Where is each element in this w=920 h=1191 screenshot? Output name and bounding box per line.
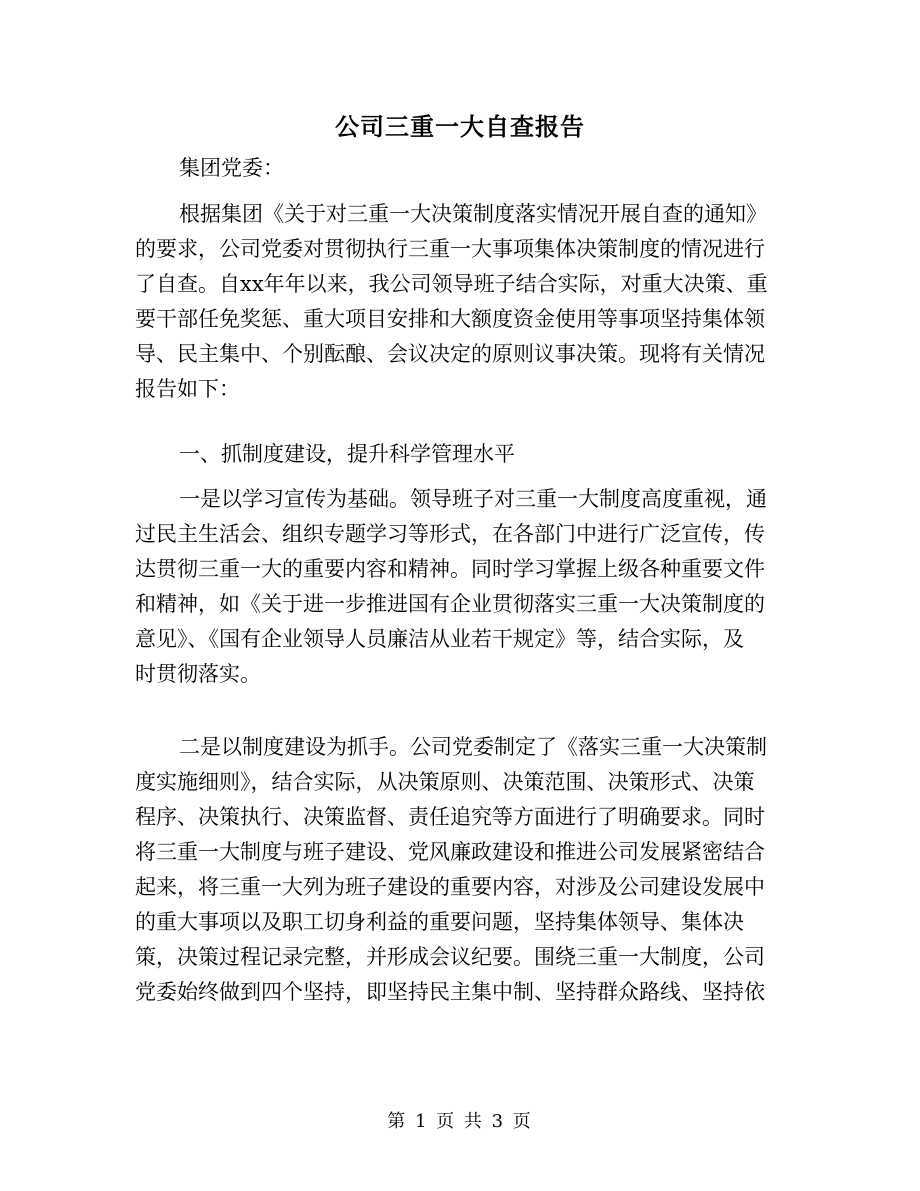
- paragraph-1: [135, 197, 790, 407]
- paragraph-line: 二是以制度建设为抓手。公司党委制定了《落实三重一大决策制: [179, 735, 767, 759]
- paragraph-line: 根据集团《关于对三重一大决策制度落实情况开展自查的通知》: [179, 202, 767, 226]
- paragraph-line: 将三重一大制度与班子建设、党风廉政建设和推进公司发展紧密结合: [135, 840, 765, 864]
- paragraph-line: 过民主生活会、组织专题学习等形式，在各部门中进行广泛宣传，传: [135, 522, 765, 546]
- paragraph-2: [135, 482, 790, 692]
- paragraph-line: 了自查。自xx年年以来，我公司领导班子结合实际，对重大决策、重: [135, 272, 768, 296]
- paragraph-line: 程序、决策执行、决策监督、责任追究等方面进行了明确要求。同时: [135, 805, 765, 829]
- paragraph-line: 党委始终做到四个坚持，即坚持民主集中制、坚持群众路线、坚持依: [135, 980, 765, 1004]
- paragraph-line: 报告如下：: [135, 377, 240, 401]
- paragraph-line: 的重大事项以及职工切身利益的重要问题，坚持集体领导、集体决: [135, 910, 744, 934]
- document-title: 公司三重一大自查报告: [335, 112, 585, 141]
- paragraph-line: 意见》、《国有企业领导人员廉洁从业若干规定》等，结合实际，及: [135, 627, 744, 651]
- paragraph-3: [135, 730, 790, 1010]
- paragraph-line: 导、民主集中、个别酝酿、会议决定的原则议事决策。现将有关情况: [135, 342, 765, 366]
- paragraph-line: 达贯彻三重一大的重要内容和精神。同时学习掌握上级各种重要文件: [135, 557, 765, 581]
- paragraph-line: 度实施细则》，结合实际，从决策原则、决策范围、决策形式、决策: [135, 770, 755, 794]
- addressee-block: [135, 151, 790, 186]
- page-number-footer: 第 1 页 共 3 页: [387, 1111, 533, 1132]
- paragraph-line: 要干部任免奖惩、重大项目安排和大额度资金使用等事项坚持集体领: [135, 307, 765, 331]
- section-heading: 一、抓制度建设，提升科学管理水平: [179, 442, 515, 466]
- addressee: 集团党委：: [179, 156, 284, 180]
- section-heading-block: [135, 437, 790, 472]
- paragraph-line: 一是以学习宣传为基础。领导班子对三重一大制度高度重视，通: [179, 487, 767, 511]
- paragraph-line: 和精神，如《关于进一步推进国有企业贯彻落实三重一大决策制度的: [135, 592, 765, 616]
- paragraph-line: 起来，将三重一大列为班子建设的重要内容，对涉及公司建设发展中: [135, 875, 765, 899]
- paragraph-line: 时贯彻落实。: [135, 662, 261, 686]
- paragraph-line: 的要求，公司党委对贯彻执行三重一大事项集体决策制度的情况进行: [135, 237, 765, 261]
- paragraph-line: 策，决策过程记录完整，并形成会议纪要。围绕三重一大制度，公司: [135, 945, 765, 969]
